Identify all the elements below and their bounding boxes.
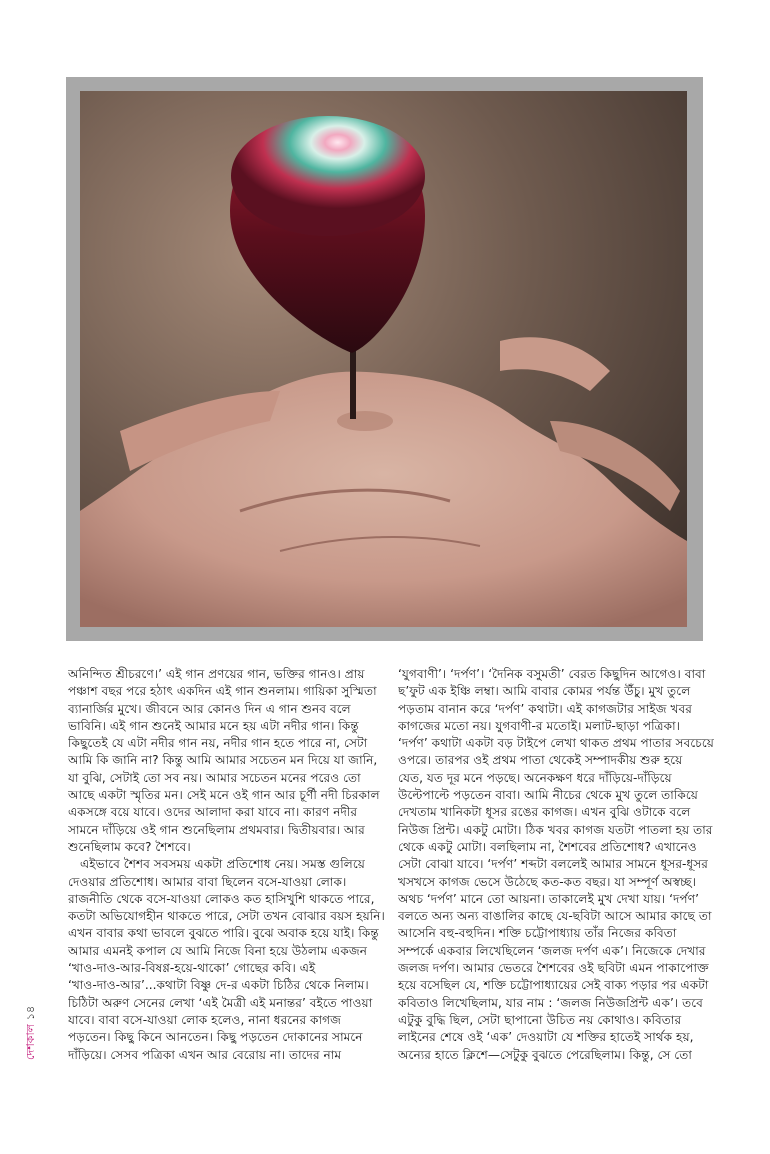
body-text-line: অন্যের হাতে ক্লিশে—সেটুকু বুঝতে পেরেছিলাম। কিন্তু, সে তো [398, 1047, 692, 1062]
text-column-right [398, 666, 716, 1064]
body-text-line: উল্টেপাল্টে পড়তেন বাবা। আমি নীচের থেকে মুখ তুলে তাকিয়ে [398, 788, 698, 803]
body-text-line: সামনে দাঁড়িয়ে ওই গান শুনেছিলাম প্রথমবার। দ্বিতীয়বার। আর [68, 822, 365, 837]
body-text-line: থেকে একটু মোটা। বলছিলাম না, শৈশবের প্রতিশোধ? এখানেও [398, 839, 697, 854]
body-text-line: খসখসে কাগজ ভেসে উঠেছে কত-কত বছর। যা সম্পূর্ণ অস্বচ্ছ। [398, 874, 697, 889]
body-text-line: হয়ে বসেছিল যে, শক্তি চট্টোপাধ্যায়ের সেই বাক্য পড়ার পর একটা [398, 978, 709, 993]
body-text-line: যাবে। বাবা বসে-যাওয়া লোক হলেও, নানা ধরনের কাগজ [68, 1012, 342, 1027]
body-text-line: রাজনীতি থেকে বসে-যাওয়া লোকও কত হাসিখুশি থাকতে পারে, [68, 891, 375, 906]
body-text-line: ‘খাও-দাও-আর’...কথাটা বিষ্ণু দে-র একটা চিঠির থেকে নিলাম। [68, 978, 369, 993]
page-number: ১৪ [24, 1005, 37, 1021]
body-text-line: ব্যানার্জির মুখে। জীবনে আর কোনও দিন এ গান শুনব বলে [68, 701, 351, 716]
body-text-line: ‘দর্পণ’ কথাটা একটা বড় টাইপে লেখা থাকত প্রথম পাতার সবচেয়ে [398, 736, 714, 751]
body-text-line: দেওয়ার প্রতিশোধ। আমার বাবা ছিলেন বসে-যাওয়া লোক। [68, 874, 347, 889]
page-folio [22, 1006, 41, 1060]
body-text-line: দাঁড়িয়ে। সেসব পত্রিকা এখন আর বেরোয় না। তাদের নাম [68, 1047, 342, 1062]
body-text-line: পঞ্চাশ বছর পরে হঠাৎ একদিন এই গান শুনলাম। গায়িকা সুস্মিতা [68, 684, 377, 699]
body-text-line: ভাবিনি। এই গান শুনেই আমার মনে হয় এটা নদীর গান। কিন্তু [68, 718, 359, 733]
body-text-line: কবিতাও লিখেছিলাম, যার নাম : ‘জলজ নিউজপ্রিন্ট এক’। তবে [398, 995, 703, 1010]
body-text-line: অনিন্দিত শ্রীচরণে।’ এই গান প্রণয়ের গান, ভক্তির গানও। প্রায় [68, 667, 365, 681]
body-text-line: অথচ ‘দর্পণ’ মানে তো আয়না। তাকালেই মুখ দেখা যায়। ‘দর্পণ’ [398, 891, 699, 906]
magazine-name: দেশকাল [24, 1024, 37, 1060]
body-text-line: কিছুতেই যে এটা নদীর গান নয়, নদীর গান হতে পারে না, সেটা [68, 736, 368, 751]
body-text-line: আছে একটা স্মৃতির মন। সেই মনে ওই গান আর চূর্ণী নদী চিরকাল [68, 788, 380, 803]
body-text-line: সেটা বোঝা যাবে। ‘দর্পণ’ শব্দটা বললেই আমার সামনে ধূসর-ধূসর [398, 857, 709, 872]
body-text-line: ছ’ফুট এক ইঞ্চি লম্বা। আমি বাবার কোমর পর্যন্ত উঁচু। মুখ তুলে [398, 684, 691, 699]
body-text-line: পড়তাম বানান করে ‘দর্পণ’ কথাটা। এই কাগজটার সাইজ খবর [398, 701, 692, 716]
body-text-line: নিউজ প্রিন্ট। একটু মোটা। ঠিক খবর কাগজ যতটা পাতলা হয় তার [398, 822, 713, 837]
body-text-line: বলতে অন্য অন্য বাঙালির কাছে যে-ছবিটা আসে আমার কাছে তা [398, 909, 712, 924]
body-text-line: যেত, যত দূর মনে পড়ছে। অনেকক্ষণ ধরে দাঁড়িয়ে-দাঁড়িয়ে [398, 770, 672, 785]
body-text-line: চিঠিটা অরুণ সেনের লেখা ‘এই মৈত্রী এই মনান্তর’ বইতে পাওয়া [68, 995, 373, 1010]
body-text-line: সম্পর্কে একবার লিখেছিলেন ‘জলজ দর্পণ এক’। নিজেকে দেখার [398, 943, 706, 958]
body-text-line: ‘যুগবাণী’। ‘দর্পণ’। ‘দৈনিক বসুমতী’ বেরত কিছুদিন আগেও। বাবা [398, 667, 706, 681]
body-text-line: একসঙ্গে বয়ে যাবে। ওদের আলাদা করা যাবে না। কারণ নদীর [68, 805, 358, 820]
body-text-line: শুনেছিলাম কবে? শৈশবে। [68, 839, 191, 854]
body-text-line: জলজ দর্পণ। আমার ভেতরে শৈশবের ওই ছবিটা এমন পাকাপোক্ত [398, 961, 709, 976]
body-text-line: এখন বাবার কথা ভাবলে বুঝতে পারি। বুঝে অবাক হয়ে যাই। কিন্তু [68, 926, 379, 941]
paragraph-start-line: এইভাবে শৈশব সবসময় একটা প্রতিশোধ নেয়। সমস্ত গুলিয়ে [80, 857, 365, 872]
body-text-line: পড়তেন। কিছু কিনে আনতেন। কিছু পড়তেন দোকানের সামনে [68, 1030, 363, 1045]
photo-frame [66, 77, 703, 641]
body-text-line: আমার এমনই কপাল যে আমি নিজে বিনা হয়ে উঠলাম একজন [68, 943, 368, 958]
body-text-line: যা বুঝি, সেটাই তো সব নয়। আমার সচেতন মনের পরেও তো [68, 770, 361, 785]
body-text-line: আমি কি জানি না? কিন্তু আমি আমার সচেতন মন দিয়ে যা জানি, [68, 753, 378, 768]
text-column-left [68, 666, 386, 1064]
photo-illustration [80, 91, 687, 627]
body-text-line: কাগজের মতো নয়। যুগবাণী-র মতোই। মলাট-ছাড়া পত্রিকা। [398, 718, 680, 733]
body-text-line: ‘খাও-দাও-আর-বিষণ্ণ-হয়ে-থাকো’ গোছের কবি। এই [68, 961, 316, 976]
body-text-line: কতটা অভিযোগহীন থাকতে পারে, সেটা তখন বোঝার বয়স হয়নি। [68, 909, 385, 924]
body-text-line: এটুকু বুদ্ধি ছিল, সেটা ছাপানো উচিত নয় কোথাও। কবিতার [398, 1012, 682, 1027]
body-text-line: লাইনের শেষে ওই ‘এক’ দেওয়াটা যে শক্তির হাতেই সার্থক হয়, [398, 1030, 694, 1045]
body-text-line: আসেনি বহু-বহুদিন। শক্তি চট্টোপাধ্যায় তাঁর নিজের কবিতা [398, 926, 677, 941]
body-text-line: ওপরে। তারপর ওই প্রথম পাতা থেকেই সম্পাদকীয় শুরু হয়ে [398, 753, 683, 768]
spinning-top-photo [80, 91, 687, 627]
body-text-line: দেখতাম খানিকটা ধূসর রঙের কাগজ। এখন বুঝি ওটাকে বলে [398, 805, 691, 820]
